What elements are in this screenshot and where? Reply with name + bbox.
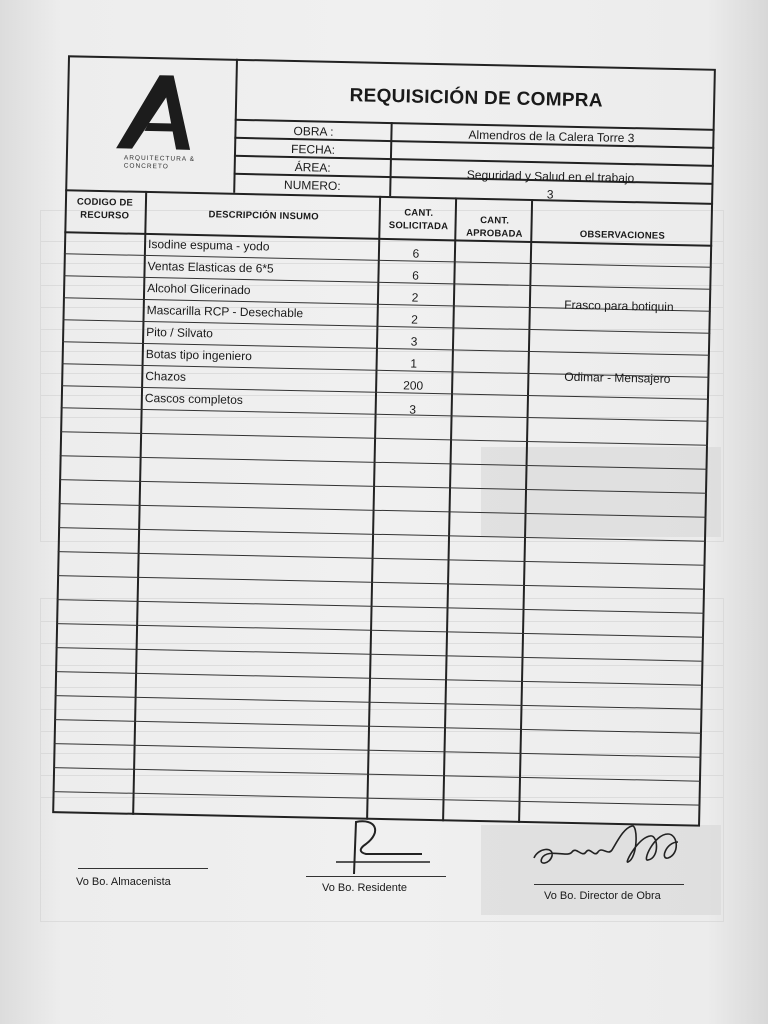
signature-line-residente	[306, 876, 446, 877]
table-row-7-solicitada: 200	[403, 378, 424, 393]
signature-label-almacenista: Vo Bo. Almacenista	[76, 876, 171, 888]
table-row-4-descripcion: Mascarilla RCP - Desechable	[146, 302, 304, 321]
info-label-fecha: FECHA:	[290, 141, 336, 157]
table-row-2-descripcion: Ventas Elasticas de 6*5	[147, 258, 274, 276]
table-row-5-descripcion: Pito / Silvato	[146, 324, 214, 341]
info-value-area: Seguridad y Salud en el trabajo	[466, 167, 635, 186]
table-row-3-observaciones: Frasco para botiquin	[564, 297, 674, 315]
info-value-obra: Almendros de la Calera Torre 3	[468, 127, 635, 146]
table-row-1-descripcion: Isodine espuma - yodo	[147, 236, 270, 254]
info-label-obra: OBRA :	[293, 124, 334, 139]
logo-text: ARQUITECTURA & CONCRETO	[123, 154, 196, 171]
signature-label-director: Vo Bo. Director de Obra	[544, 890, 661, 902]
table-row-7-descripcion: Chazos	[145, 368, 187, 384]
column-header-observaciones: OBSERVACIONES	[579, 229, 666, 242]
info-value-numero: 3	[546, 187, 554, 202]
table-row-5-solicitada: 3	[410, 334, 418, 349]
table-row-2-solicitada: 6	[412, 268, 419, 283]
logo-a-icon	[66, 55, 236, 158]
requisition-sheet	[52, 55, 718, 828]
column-header-codigo: CODIGO DE RECURSO	[76, 196, 134, 222]
page-title: REQUISICIÓN DE COMPRA	[349, 85, 604, 112]
column-header-descripcion: DESCRIPCIÓN INSUMO	[208, 209, 319, 223]
column-header-solicitada: CANT. SOLICITADA	[388, 207, 449, 233]
signature-residente-icon	[326, 818, 436, 878]
table-row-3-solicitada: 2	[411, 290, 419, 305]
table-row-6-observaciones: Odimar - Mensajero	[564, 369, 671, 386]
column-header-aprobada: CANT. APROBADA	[466, 214, 523, 240]
signature-line-almacenista	[78, 868, 208, 869]
info-label-area: ÁREA:	[294, 160, 331, 175]
table-row-4-solicitada: 2	[411, 312, 419, 327]
table-row-3-descripcion: Alcohol Glicerinado	[147, 280, 251, 298]
signature-line-director	[534, 884, 684, 885]
signature-director-icon	[528, 818, 698, 878]
info-label-numero: NUMERO:	[283, 177, 341, 194]
table-row-6-descripcion: Botas tipo ingeniero	[145, 346, 252, 364]
table-row-8-solicitada: 3	[409, 402, 417, 417]
signature-label-residente: Vo Bo. Residente	[322, 882, 408, 894]
table-row-6-solicitada: 1	[410, 356, 418, 371]
table-row-1-solicitada: 6	[412, 246, 420, 261]
table-row-8-descripcion: Cascos completos	[144, 390, 244, 408]
